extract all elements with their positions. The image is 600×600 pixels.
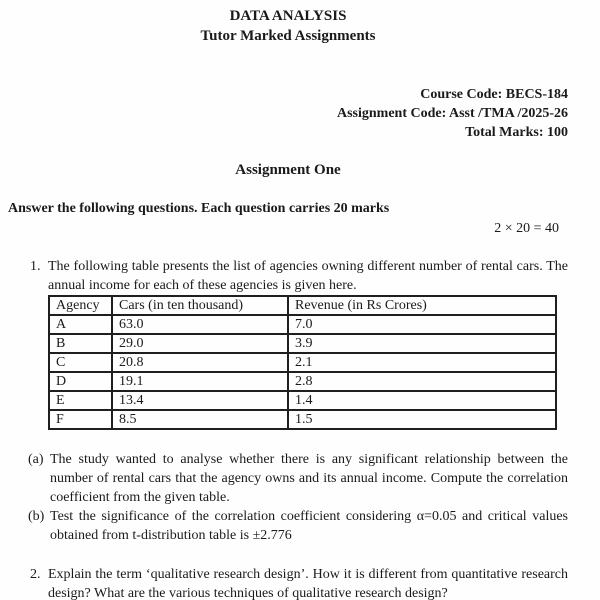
part-a-label: (a) [28, 452, 44, 467]
table-cell: 2.1 [288, 353, 556, 372]
table-header-agency: Agency [49, 296, 112, 315]
table-cell: 7.0 [288, 315, 556, 334]
question-1-intro: The following table presents the list of agencies owning different number of rental cars. The annual income for each of these agencies is given here. [48, 259, 568, 293]
table-cell: 20.8 [112, 353, 288, 372]
section-title: Assignment One [235, 162, 341, 178]
part-b-text: Test the significance of the correlation coefficient considering α=0.05 and critical values obtained from t-distribution table is ±2.776 [50, 509, 568, 543]
table-row [49, 334, 556, 353]
question-2-number: 2. [30, 567, 41, 582]
marks-formula: 2 × 20 = 40 [494, 221, 559, 236]
table-row [49, 391, 556, 410]
agency-data-table [48, 295, 557, 430]
table-cell: 1.4 [288, 391, 556, 410]
table-cell: C [49, 353, 112, 372]
table-cell: A [49, 315, 112, 334]
document-subtitle: Tutor Marked Assignments [200, 28, 376, 44]
table-cell: 29.0 [112, 334, 288, 353]
table-cell: 3.9 [288, 334, 556, 353]
table-row [49, 410, 556, 429]
table-row [49, 353, 556, 372]
part-a-text: The study wanted to analyse whether there is any significant relationship between the number of rental cars that the agency owns and its annual income. Compute the correlation coefficient from the given table. [50, 452, 568, 505]
question-1-part-a [28, 450, 568, 507]
table-cell: D [49, 372, 112, 391]
table-header-row [49, 296, 556, 315]
table-cell: E [49, 391, 112, 410]
table-header-cars: Cars (in ten thousand) [112, 296, 288, 315]
table-cell: 8.5 [112, 410, 288, 429]
part-b-label: (b) [28, 509, 45, 524]
assignment-code: Assignment Code: Asst /TMA /2025-26 [336, 106, 568, 121]
question-1-part-b [28, 507, 568, 545]
table-header-revenue: Revenue (in Rs Crores) [288, 296, 556, 315]
table-cell: F [49, 410, 112, 429]
question-1 [30, 258, 568, 295]
table-cell: 19.1 [112, 372, 288, 391]
table-row [49, 315, 556, 334]
instruction-text: Answer the following questions. Each question carries 20 marks [8, 201, 390, 216]
course-code: Course Code: BECS-184 [420, 87, 568, 102]
question-2 [30, 565, 568, 600]
table-cell: 63.0 [112, 315, 288, 334]
table-cell: B [49, 334, 112, 353]
total-marks: Total Marks: 100 [465, 125, 568, 140]
table-row [49, 372, 556, 391]
table-cell: 1.5 [288, 410, 556, 429]
document-title: DATA ANALYSIS [229, 8, 347, 24]
question-1-number: 1. [30, 259, 41, 274]
table-cell: 13.4 [112, 391, 288, 410]
course-meta-block [8, 85, 568, 142]
question-2-text: Explain the term ‘qualitative research design’. How it is different from quantitative research design? What are the various techniques of qualitative research design? [48, 567, 568, 600]
table-cell: 2.8 [288, 372, 556, 391]
